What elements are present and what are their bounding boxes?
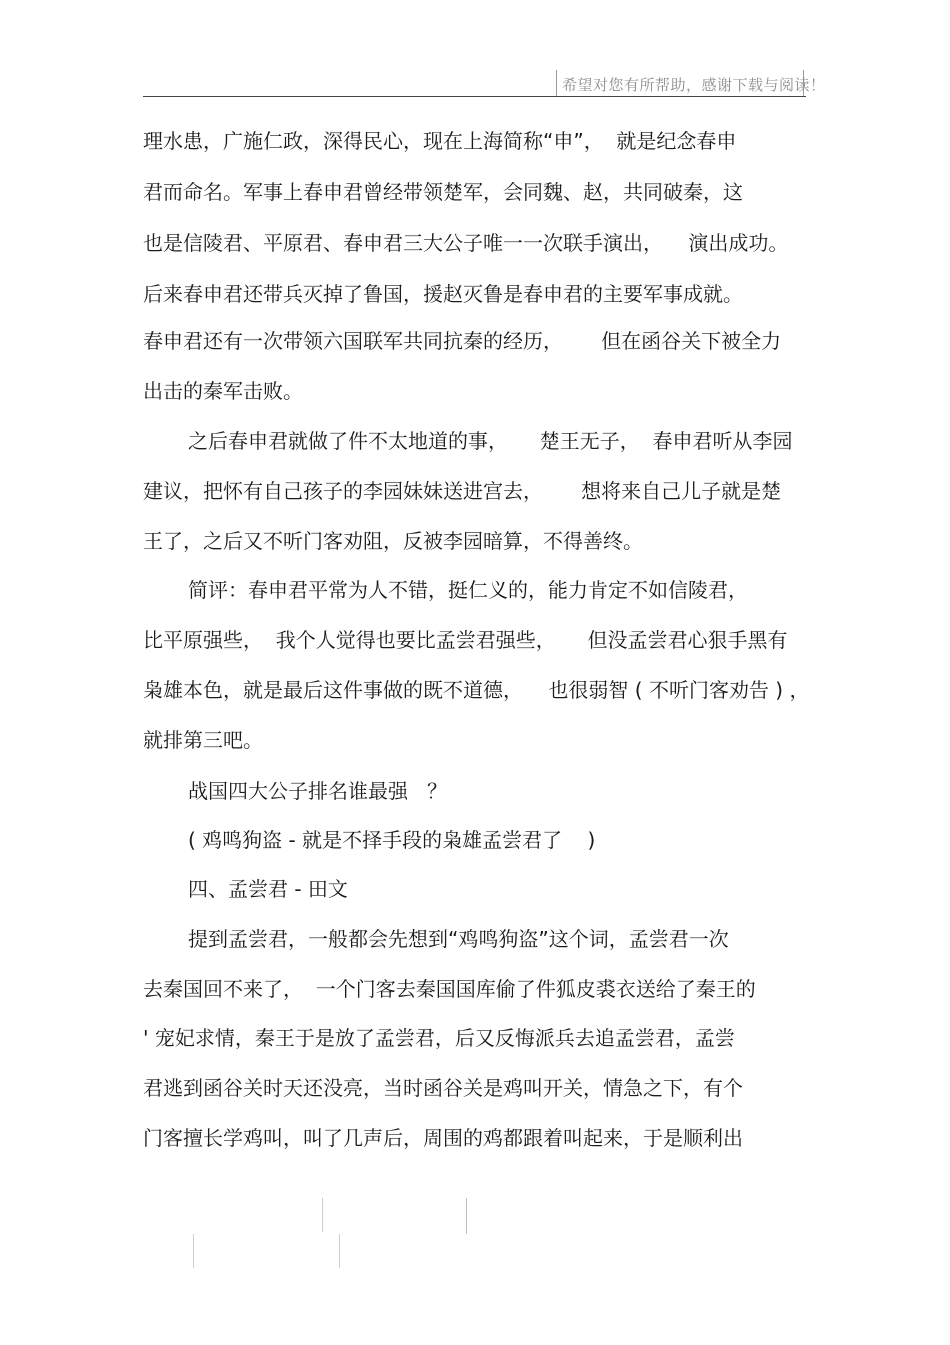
text-line: 理水患，广施仁政，深得民心，现在上海简称“申”， 就是纪念春申 <box>143 129 737 153</box>
text-line: 简评：春申君平常为人不错，挺仁义的，能力肯定不如信陵君， <box>188 578 748 602</box>
text-line: ' 宠妃求情，秦王于是放了孟尝君，后又反悔派兵去追孟尝君，孟尝 <box>143 1026 735 1050</box>
header-divider <box>143 96 806 97</box>
text-line: 也是信陵君、平原君、春申君三大公子唯一一次联手演出， 演出成功。 <box>143 231 789 255</box>
scan-artifact-mark <box>322 1198 323 1232</box>
text-line: 去秦国回不来了， 一个门客去秦国国库偷了件狐皮裘衣送给了秦王的 <box>143 977 756 1001</box>
text-line: 之后春申君就做了件不太地道的事， 楚王无子， 春申君听从李园 <box>188 429 793 453</box>
text-line: 君而命名。军事上春申君曾经带领楚军，会同魏、赵，共同破秦，这 <box>143 180 743 204</box>
text-line: 四、孟尝君 - 田文 <box>188 877 348 901</box>
text-line: 春申君还有一次带领六国联军共同抗秦的经历， 但在函谷关下被全力 <box>143 329 782 353</box>
header-note: 希望对您有所帮助，感谢下载与阅读！ <box>562 76 826 94</box>
text-line: 君逃到函谷关时天还没亮，当时函谷关是鸡叫开关，情急之下，有个 <box>143 1076 743 1100</box>
text-line: 建议，把怀有自己孩子的李园妹妹送进宫去， 想将来自己儿子就是楚 <box>143 479 782 503</box>
text-line: 比平原强些， 我个人觉得也要比孟尝君强些， 但没孟尝君心狠手黑有 <box>143 628 788 652</box>
text-line: 王了，之后又不听门客劝阻，反被李园暗算，不得善终。 <box>143 529 643 553</box>
text-line: 就排第三吧。 <box>143 728 263 752</box>
text-line: 门客擅长学鸡叫，叫了几声后，周围的鸡都跟着叫起来，于是顺利出 <box>143 1126 743 1150</box>
text-line: 出击的秦军击败。 <box>143 379 303 403</box>
text-line: 枭雄本色，就是最后这件事做的既不道德， 也很弱智 ( 不听门客劝告 ) ， <box>143 678 810 702</box>
scan-artifact-mark <box>339 1234 340 1268</box>
text-line: ( 鸡鸣狗盗 - 就是不择手段的枭雄孟尝君了 ) <box>188 828 596 852</box>
text-line: 提到孟尝君，一般都会先想到“鸡鸣狗盗”这个词，孟尝君一次 <box>188 927 729 951</box>
scan-artifact-mark <box>193 1234 194 1268</box>
text-line: 战国四大公子排名谁最强 ？ <box>188 779 448 803</box>
scan-artifact-mark <box>466 1198 467 1234</box>
text-line: 后来春申君还带兵灭掉了鲁国，援赵灭鲁是春申君的主要军事成就。 <box>143 282 743 306</box>
